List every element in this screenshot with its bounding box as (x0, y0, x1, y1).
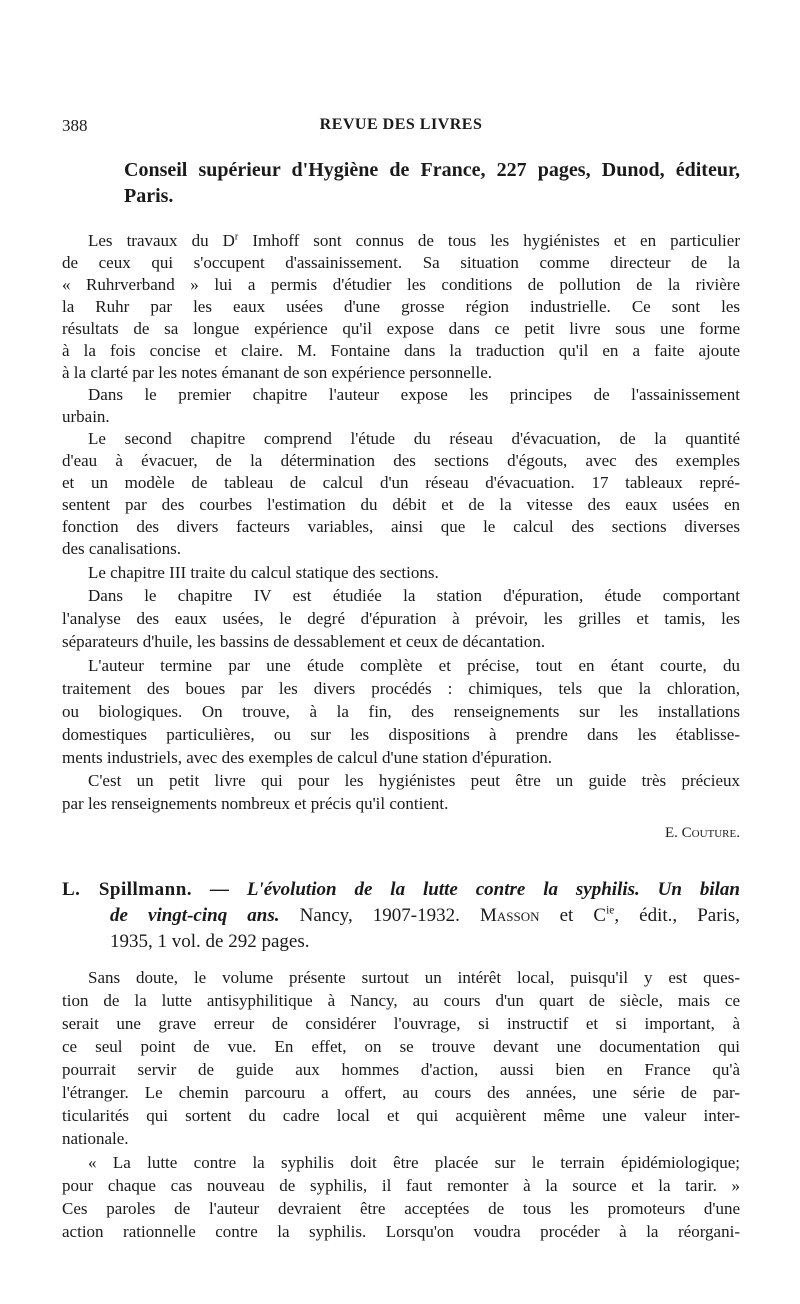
paragraph-line: traitement des boues par les divers procédés : chimiques, tels que la chloration, (62, 679, 740, 698)
paragraph-line: « Ruhrverband » lui a permis d'étudier les conditions de pollution de la rivière (62, 275, 740, 294)
paragraph-line: tion de la lutte antisyphilitique à Nancy, au cours d'un quart de siècle, mais ce (62, 991, 740, 1010)
paragraph-line: à la clarté par les notes émanant de son expérience personnelle. (62, 363, 492, 382)
review-heading-line: L. Spillmann. — L'évolution de la lutte contre la syphilis. Un bilan (62, 879, 740, 900)
paragraph-line: L'auteur termine par une étude complète et précise, tout en étant courte, du (88, 656, 740, 675)
paragraph-line: résultats de sa longue expérience qu'il expose dans ce petit livre sous une forme (62, 319, 740, 338)
citation-line: Conseil supérieur d'Hygiène de France, 227 pages, Dunod, éditeur, (124, 159, 740, 181)
paragraph-line: la Ruhr par les eaux usées d'une grosse région industrielle. Ce sont les (62, 297, 740, 316)
review-heading-line: 1935, 1 vol. de 292 pages. (110, 931, 310, 952)
paragraph-line: serait une grave erreur de considérer l'ouvrage, si instructif et si important, à (62, 1014, 740, 1033)
paragraph-line: pourrait servir de guide aux hommes d'action, aussi bien en France qu'à (62, 1060, 740, 1079)
paragraph-line: Ces paroles de l'auteur devraient être acceptées de tous les promoteurs d'une (62, 1199, 740, 1218)
paragraph-line: par les renseignements nombreux et précis qu'il contient. (62, 794, 449, 813)
paragraph-line: Sans doute, le volume présente surtout un intérêt local, puisqu'il y est ques- (88, 968, 740, 987)
review-signature: E. Couture. (664, 825, 740, 841)
citation-line: Paris. (124, 185, 174, 207)
paragraph-line: pour chaque cas nouveau de syphilis, il faut remonter à la source et la tarir. » (62, 1176, 740, 1195)
paragraph-line: l'étranger. Le chemin parcouru a offert, au cours des années, une série de par- (62, 1083, 740, 1102)
page-header (62, 116, 740, 140)
paragraph-line: urbain. (62, 407, 110, 426)
paragraph-line: sentent par des courbes l'estimation du débit et de la vitesse des eaux usées en (62, 495, 740, 514)
paragraph-line: fonction des divers facteurs variables, ainsi que le calcul des sections diverses (62, 517, 740, 536)
running-title: REVUE DES LIVRES (319, 116, 483, 133)
paragraph-line: Le second chapitre comprend l'étude du réseau d'évacuation, de la quantité (88, 429, 740, 448)
paragraph-line: Dans le premier chapitre l'auteur expose les principes de l'assainissement (88, 385, 740, 404)
paragraph-line: C'est un petit livre qui pour les hygiénistes peut être un guide très précieux (88, 771, 740, 790)
paragraph-line: à la fois concise et claire. M. Fontaine dans la traduction qu'il en a faite ajoute (62, 341, 740, 360)
review-heading-line: de vingt-cinq ans. Nancy, 1907-1932. Masson et $C^{ie}$, édit., Paris, (110, 904, 740, 926)
paragraph-line: Les travaux du $D^r$ Imhoff sont connus de tous les hygiénistes et en particulier (88, 231, 740, 250)
paragraph-line: domestiques particulières, ou sur les dispositions à prendre dans les établisse- (62, 725, 740, 744)
paragraph-line: « La lutte contre la syphilis doit être placée sur le terrain épidémiologique; (88, 1153, 740, 1172)
paragraph-line: ments industriels, avec des exemples de calcul d'une station d'épuration. (62, 748, 553, 767)
paragraph-line: ce seul point de vue. En effet, on se trouve devant une documentation qui (62, 1037, 740, 1056)
paragraph-line: action rationnelle contre la syphilis. Lorsqu'on voudra procéder à la réorgani- (62, 1222, 740, 1241)
paragraph-line: séparateurs d'huile, les bassins de dessablement et ceux de décantation. (62, 632, 546, 651)
paragraph-line: ticularités qui sortent du cadre local et qui acquièrent même une valeur inter- (62, 1106, 740, 1125)
paragraph-line: d'eau à évacuer, de la détermination des sections d'égouts, avec des exemples (62, 451, 740, 470)
paragraph-line: Dans le chapitre IV est étudiée la station d'épuration, étude comportant (88, 586, 740, 605)
paragraph-line: de ceux qui s'occupent d'assainissement. Sa situation comme directeur de la (62, 253, 740, 272)
paragraph-line: l'analyse des eaux usées, le degré d'épuration à prévoir, les grilles et tamis, les (62, 609, 740, 628)
paragraph-line: et un modèle de tableau de calcul d'un réseau d'évacuation. 17 tableaux repré- (62, 473, 740, 492)
page-number: 388 (62, 116, 88, 135)
paragraph-line: Le chapitre III traite du calcul statique des sections. (88, 563, 439, 582)
paragraph-line: ou biologiques. On trouve, à la fin, des renseignements sur les installations (62, 702, 740, 721)
paragraph-line: des canalisations. (62, 539, 181, 558)
paragraph-line: nationale. (62, 1129, 129, 1148)
